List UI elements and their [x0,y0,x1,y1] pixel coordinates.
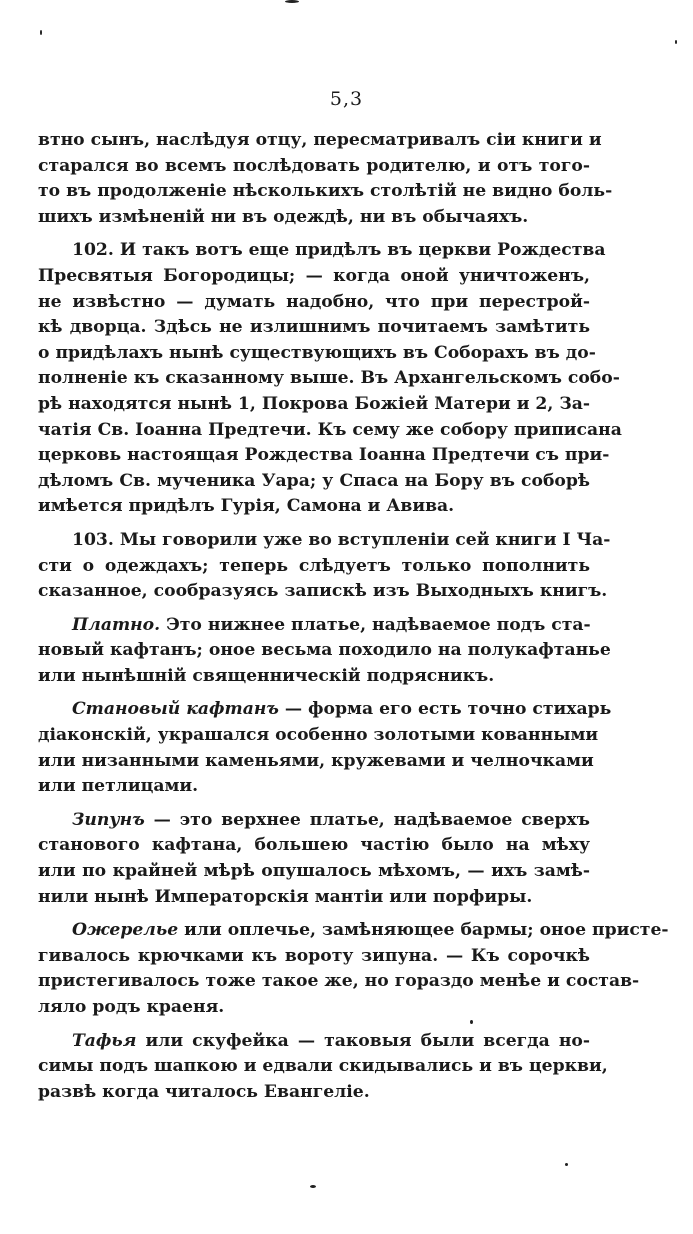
entry-term: Становый кафтанъ [72,699,279,720]
entry-stanovyi-kaftan: Становый кафтанъ — форма его есть точно стихарь [72,699,612,720]
scan-speck [565,1163,568,1166]
text-line: или низанными каменьями, кружевами и челночками [38,750,594,771]
text-line: не извѣстно — думать надобно, что при перестрой- [38,291,590,312]
text-line: или петлицами. [38,776,199,797]
text-line: рѣ находятся нынѣ 1, Покрова Божіей Матери и 2, За- [38,393,591,414]
text-line: симы подъ шапкою и едвали скидывались и въ церкви, [38,1056,608,1077]
paragraph-103-start: 103. Мы говорили уже во вступленіи сей книги I Ча- [72,529,611,550]
text-line: ляло родъ краеня. [38,997,225,1017]
text-line: пристегивалось тоже такое же, но гораздо менѣе и состав- [38,971,640,992]
text-line: или по крайней мѣрѣ опушалось мѣхомъ, — ихъ замѣ- [38,861,590,882]
text-line: или нынѣшній священническій подрясникъ. [38,665,495,686]
scan-speck [310,1185,316,1188]
text-line: дѣломъ Св. мученика Уара; у Спаса на Бору въ соборѣ [38,470,590,491]
paragraph-102-start: 102. И такъ вотъ еще придѣлъ въ церкви Рождества [72,240,606,261]
text-line: церковь настоящая Рождества Іоанна Предтечи съ при- [38,445,610,466]
text-line: гивалось крючками къ вороту зипуна. — Къ сорочкѣ [38,945,590,966]
scan-speck [285,0,299,3]
entry-ozherelie: Ожерелье или оплечье, замѣняющее бармы; оное присте- [72,920,669,941]
text-line: развѣ когда читалось Евангеліе. [38,1081,370,1102]
text-line: сказанное, сообразуясь запискѣ изъ Выходныхъ книгъ. [38,581,608,602]
text-line: діаконскій, украшался особенно золотыми кованными [38,725,599,746]
text-line: нили нынѣ Императорскія мантіи или порфиры. [38,886,533,907]
entry-tafia: Тафья или скуфейка — таковыя были всегда но- [72,1030,590,1051]
entry-term: Платно. [72,614,161,635]
entry-zipun: Зипунъ — это верхнее платье, надѣваемое сверхъ [72,809,590,830]
scan-speck [470,1020,473,1024]
entry-term: Зипунъ [72,809,145,830]
text-line: полненіе къ сказанному выше. Въ Архангельскомъ собо- [38,368,620,389]
text-line: сти о одеждахъ; теперь слѣдуетъ только пополнить [38,555,590,576]
text-line: о придѣлахъ нынѣ существующихъ въ Соборахъ въ до- [38,342,596,363]
page-number: 5,3 [329,88,364,110]
entry-term: Ожерелье [72,920,179,941]
text-line: Пресвятыя Богородицы; — когда оной уничтоженъ, [38,265,590,286]
text-line: имѣется придѣлъ Гурія, Самона и Авива. [38,496,455,517]
text-line: шихъ измѣненій ни въ одеждѣ, ни въ обычаяхъ. [38,206,529,227]
text-line: чатія Св. Іоанна Предтечи. Къ сему же собору приписана [38,419,622,440]
text-line: кѣ дворца. Здѣсь не излишнимъ почитаемъ замѣтить [38,317,590,338]
text-line: старался во всемъ послѣдовать родителю, и отъ того- [38,155,590,176]
text-line: станового кафтана, большею частію было на мѣху [38,835,590,856]
text-line: то въ продолженіе нѣсколькихъ столѣтій не видно боль- [38,181,613,202]
scan-speck [675,40,677,44]
body-text [38,128,669,1105]
text-line: втно сынъ, наслѣдуя отцу, пересматривалъ сіи книги и [38,130,602,150]
text-line: новый кафтанъ; оное весьма походило на полукафтанье [38,640,611,661]
entry-platno: Платно. Это нижнее платье, надѣваемое подъ ста- [72,614,591,635]
entry-term: Тафья [72,1030,137,1051]
scan-speck [40,30,42,35]
